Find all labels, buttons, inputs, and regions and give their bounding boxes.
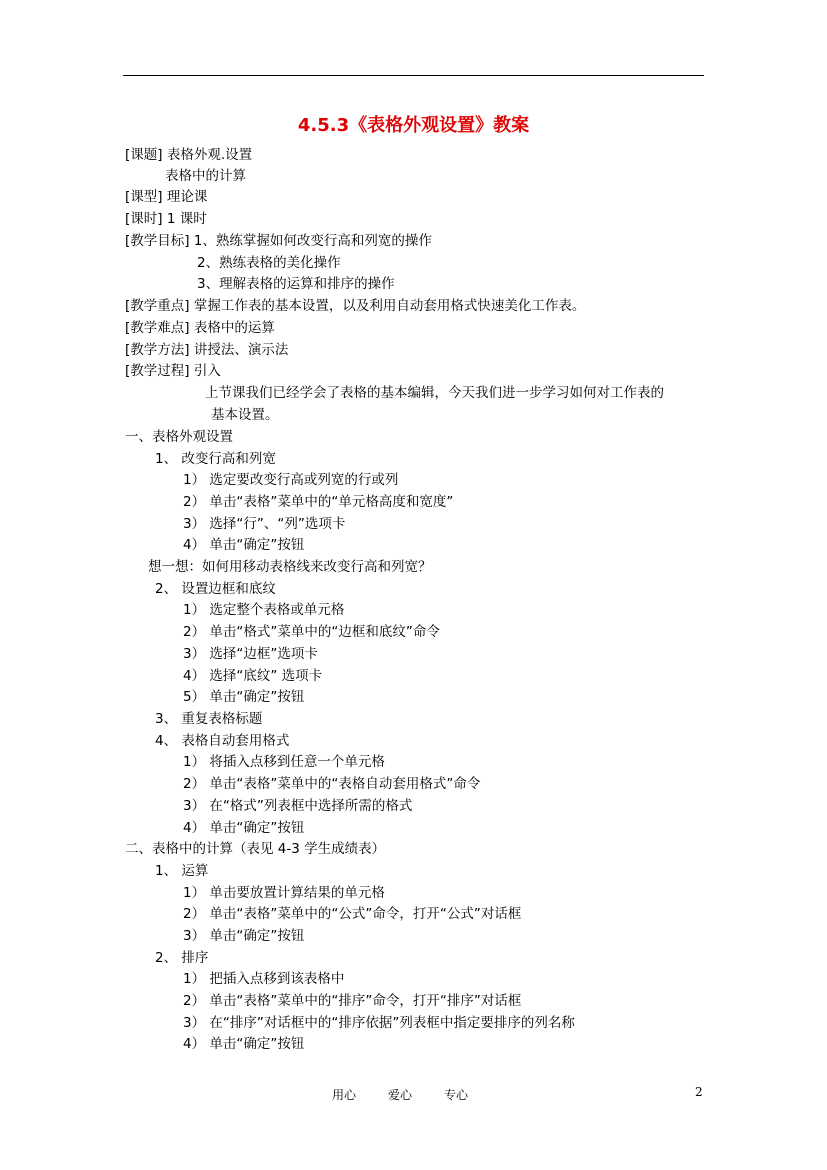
text-line: 2） 单击“表格”菜单中的“表格自动套用格式”命令	[183, 776, 481, 792]
text-line: 4、 表格自动套用格式	[155, 733, 290, 749]
text-line: 4） 单击“确定”按钮	[183, 1036, 305, 1052]
text-line: 1） 将插入点移到任意一个单元格	[183, 754, 385, 770]
text-line: 1、 运算	[155, 863, 209, 879]
text-line: [教学难点] 表格中的运算	[125, 320, 275, 336]
text-line: 1、 改变行高和列宽	[155, 451, 276, 467]
text-line: 2、 排序	[155, 950, 209, 966]
text-line: 3） 单击“确定”按钮	[183, 928, 305, 944]
text-line: 3） 选择“行”、“列”选项卡	[183, 516, 346, 532]
text-line: 3） 选择“边框”选项卡	[183, 646, 318, 662]
text-line: 二、表格中的计算（表见 4-3 学生成绩表）	[125, 841, 386, 857]
text-line: 2、熟练表格的美化操作	[197, 255, 341, 271]
text-line: 1） 把插入点移到该表格中	[183, 971, 345, 987]
text-line: 3） 在“排序”对话框中的“排序依据”列表框中指定要排序的列名称	[183, 1015, 575, 1031]
text-line: 4） 单击“确定”按钮	[183, 537, 305, 553]
text-line: [课时] 1 课时	[125, 211, 207, 227]
text-line: 上节课我们已经学会了表格的基本编辑，今天我们进一步学习如何对工作表的	[205, 385, 664, 401]
text-line: [教学目标] 1、熟练掌握如何改变行高和列宽的操作	[125, 233, 432, 249]
text-line: 1） 单击要放置计算结果的单元格	[183, 885, 385, 901]
text-line: 2） 单击“表格”菜单中的“单元格高度和宽度”	[183, 494, 454, 510]
text-line: [教学重点] 掌握工作表的基本设置，以及利用自动套用格式快速美化工作表。	[125, 298, 586, 314]
text-line: 3） 在“格式”列表框中选择所需的格式	[183, 798, 413, 814]
text-line: 3、理解表格的运算和排序的操作	[197, 276, 395, 292]
footer-item-1: 用心	[332, 1088, 357, 1102]
text-line: [教学过程] 引入	[125, 363, 221, 379]
text-line: 一、表格外观设置	[125, 429, 233, 445]
text-line: [课题] 表格外观.设置	[125, 147, 253, 163]
document-title: 4.5.3《表格外观设置》教案	[297, 115, 530, 136]
text-line: [课型] 理论课	[125, 189, 208, 205]
text-line: 2） 单击“表格”菜单中的“公式”命令，打开“公式”对话框	[183, 906, 522, 922]
footer-item-3: 专心	[444, 1088, 469, 1102]
text-line: 2） 单击“表格”菜单中的“排序”命令，打开“排序”对话框	[183, 993, 522, 1009]
text-line: [教学方法] 讲授法、演示法	[125, 342, 289, 358]
text-line: 4） 选择“底纹” 选项卡	[183, 668, 323, 684]
text-line: 1） 选定要改变行高或列宽的行或列	[183, 472, 399, 488]
text-line: 2） 单击“格式”菜单中的“边框和底纹”命令	[183, 624, 440, 640]
page-number: 2	[695, 1085, 703, 1099]
text-line: 3、 重复表格标题	[155, 711, 263, 727]
text-line: 表格中的计算	[165, 168, 246, 184]
footer-item-2: 爱心	[388, 1088, 413, 1102]
header-rule	[123, 75, 704, 76]
text-line: 基本设置。	[211, 407, 279, 423]
text-line: 2、 设置边框和底纹	[155, 581, 276, 597]
text-line: 1） 选定整个表格或单元格	[183, 602, 345, 618]
text-line: 想一想：如何用移动表格线来改变行高和列宽？	[148, 559, 432, 575]
text-line: 4） 单击“确定”按钮	[183, 820, 305, 836]
text-line: 5） 单击“确定”按钮	[183, 689, 305, 705]
